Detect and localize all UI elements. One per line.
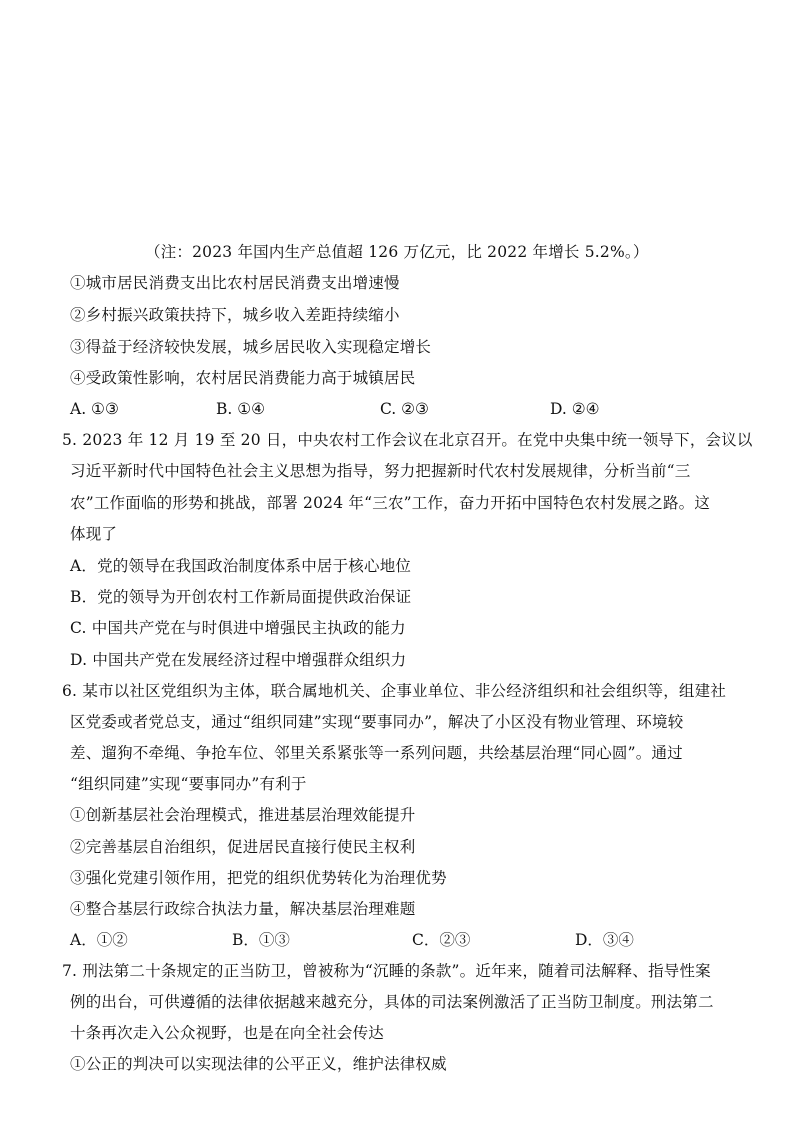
q5-option-c[interactable]: C. 中国共产党在与时俱进中增强民主执政的能力 [70,619,406,637]
q6-options [70,930,690,950]
q4-option-c[interactable]: C. ②③ [380,400,429,418]
q5-stem-line-4: 体现了 [70,525,118,543]
q4-option-b[interactable]: B. ①④ [216,400,266,418]
q6-option-d[interactable]: D．③④ [575,931,634,949]
q5-stem-line-1: 5. 2023 年 12 月 19 至 20 日，中央农村工作会议在北京召开。在党中央集中统一领导下，会议以 [62,431,753,449]
q7-stem-line-2: 例的出台，可供遵循的法律依据越来越充分，具体的司法案例激活了正当防卫制度。刑法第二 [70,993,714,1011]
q4-statement-1: ①城市居民消费支出比农村居民消费支出增速慢 [70,274,400,292]
q7-stem-line-3: 十条再次走入公众视野，也是在向全社会传达 [70,1024,385,1042]
q6-stem-line-1: 6. 某市以社区党组织为主体，联合属地机关、企事业单位、非公经济组织和社会组织等，组建社 [62,682,727,700]
q6-stem-line-4: “组织同建”实现“要事同办”有利于 [70,775,307,793]
q6-stem-line-3: 差、遛狗不牵绳、争抢车位、邻里关系紧张等一系列问题，共绘基层治理“同心圆”。通过 [70,744,683,762]
q5-stem-line-2: 习近平新时代中国特色社会主义思想为指导，努力把握新时代农村发展规律，分析当前“三 [70,462,691,480]
q5-option-b[interactable]: B．党的领导为开创农村工作新局面提供政治保证 [70,588,412,606]
q5-stem-line-3: 农”工作面临的形势和挑战，部署 2024 年“三农”工作，奋力开拓中国特色农村发展之路。这 [70,494,711,512]
q6-stem-line-2: 区党委或者党总支，通过“组织同建”实现“要事同办”，解决了小区没有物业管理、环境较 [70,713,684,731]
q6-option-b[interactable]: B．①③ [232,931,290,949]
q4-statement-3: ③得益于经济较快发展，城乡居民收入实现稳定增长 [70,338,432,356]
q6-option-a[interactable]: A．①② [70,931,128,949]
q4-statement-2: ②乡村振兴政策扶持下，城乡收入差距持续缩小 [70,306,400,324]
q5-option-d[interactable]: D. 中国共产党在发展经济过程中增强群众组织力 [70,651,407,669]
q4-option-a[interactable]: A. ①③ [70,400,119,418]
q6-statement-2: ②完善基层自治组织，促进居民直接行使民主权利 [70,838,416,856]
gdp-note: （注：2023 年国内生产总值超 126 万亿元，比 2022 年增长 5.2%。） [145,243,649,261]
q7-stem-line-1: 7. 刑法第二十条规定的正当防卫，曾被称为“沉睡的条款”。近年来，随着司法解释、指导性案 [62,962,711,980]
q7-statement-1: ①公正的判决可以实现法律的公平正义，维护法律权威 [70,1055,447,1073]
q6-statement-4: ④整合基层行政综合执法力量，解决基层治理难题 [70,900,416,918]
q6-statement-3: ③强化党建引领作用，把党的组织优势转化为治理优势 [70,869,447,887]
q5-option-a[interactable]: A．党的领导在我国政治制度体系中居于核心地位 [70,557,412,575]
q6-option-c[interactable]: C．②③ [412,931,471,949]
q4-statement-4: ④受政策性影响，农村居民消费能力高于城镇居民 [70,369,416,387]
q4-options [70,399,690,419]
q4-option-d[interactable]: D. ②④ [550,400,600,418]
q6-statement-1: ①创新基层社会治理模式，推进基层治理效能提升 [70,806,416,824]
